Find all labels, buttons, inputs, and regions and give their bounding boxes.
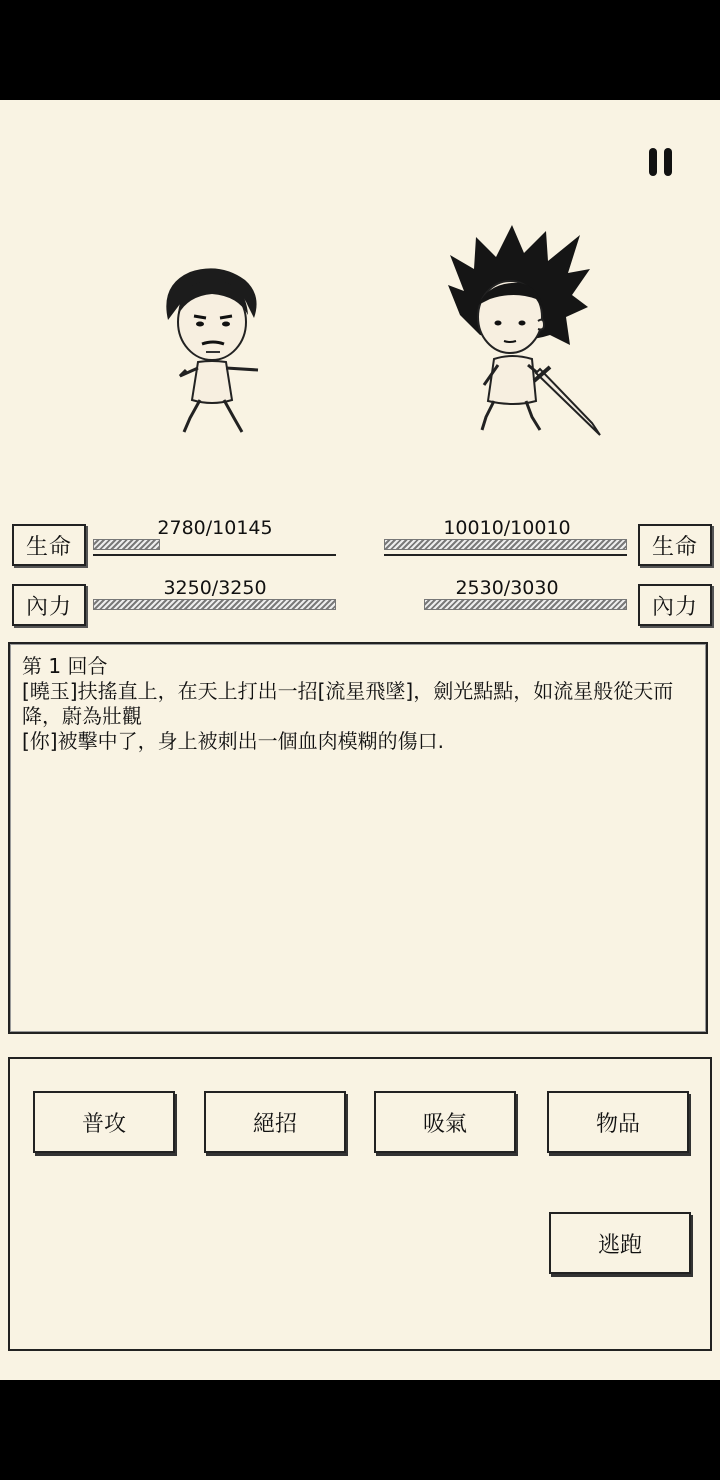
player-hp-bar-base (93, 554, 336, 556)
enemy-mp-value: 2530/3030 (455, 577, 559, 599)
enemy-fighter (440, 225, 610, 450)
player-hp-fill (93, 539, 160, 550)
player-fighter (150, 260, 270, 440)
enemy-hp-label: 生命 (638, 524, 712, 566)
log-line: 第 1 回合 (22, 654, 108, 678)
battle-screen (0, 100, 720, 1380)
player-mp-bar (93, 599, 336, 611)
player-hp-label: 生命 (12, 524, 86, 566)
enemy-hp-value: 10010/10010 (443, 517, 571, 539)
items-button[interactable]: 物品 (547, 1091, 689, 1153)
player-mp-fill (93, 599, 336, 610)
battle-log (8, 642, 708, 1034)
pause-icon (649, 148, 657, 176)
player-mp-value: 3250/3250 (163, 577, 267, 599)
pause-button[interactable] (640, 140, 680, 184)
breathe-button[interactable]: 吸氣 (374, 1091, 516, 1153)
flee-button[interactable]: 逃跑 (549, 1212, 691, 1274)
enemy-mp-bar (384, 599, 627, 611)
action-panel (8, 1057, 712, 1351)
special-move-button[interactable]: 絕招 (204, 1091, 346, 1153)
enemy-hp-fill (384, 539, 627, 550)
navigation-bar (0, 1380, 720, 1480)
enemy-mp-fill (424, 599, 627, 610)
enemy-swordsman-icon (440, 225, 610, 450)
log-line: [你]被擊中了，身上被刺出一個血肉模糊的傷口. (22, 729, 444, 753)
player-hp-value: 2780/10145 (157, 517, 273, 539)
enemy-mp-label: 內力 (638, 584, 712, 626)
player-hp-bar (93, 539, 336, 551)
player-mp-label: 內力 (12, 584, 86, 626)
enemy-hp-bar (384, 539, 627, 551)
status-bar (0, 0, 720, 100)
attack-button[interactable]: 普攻 (33, 1091, 175, 1153)
pause-icon-bar (664, 148, 672, 176)
enemy-hp-bar-base (384, 554, 627, 556)
player-fighter-icon (150, 260, 270, 440)
log-line: [曉玉]扶搖直上，在天上打出一招[流星飛墜]，劍光點點，如流星般從天而降，蔚為壯觀 (22, 679, 674, 728)
